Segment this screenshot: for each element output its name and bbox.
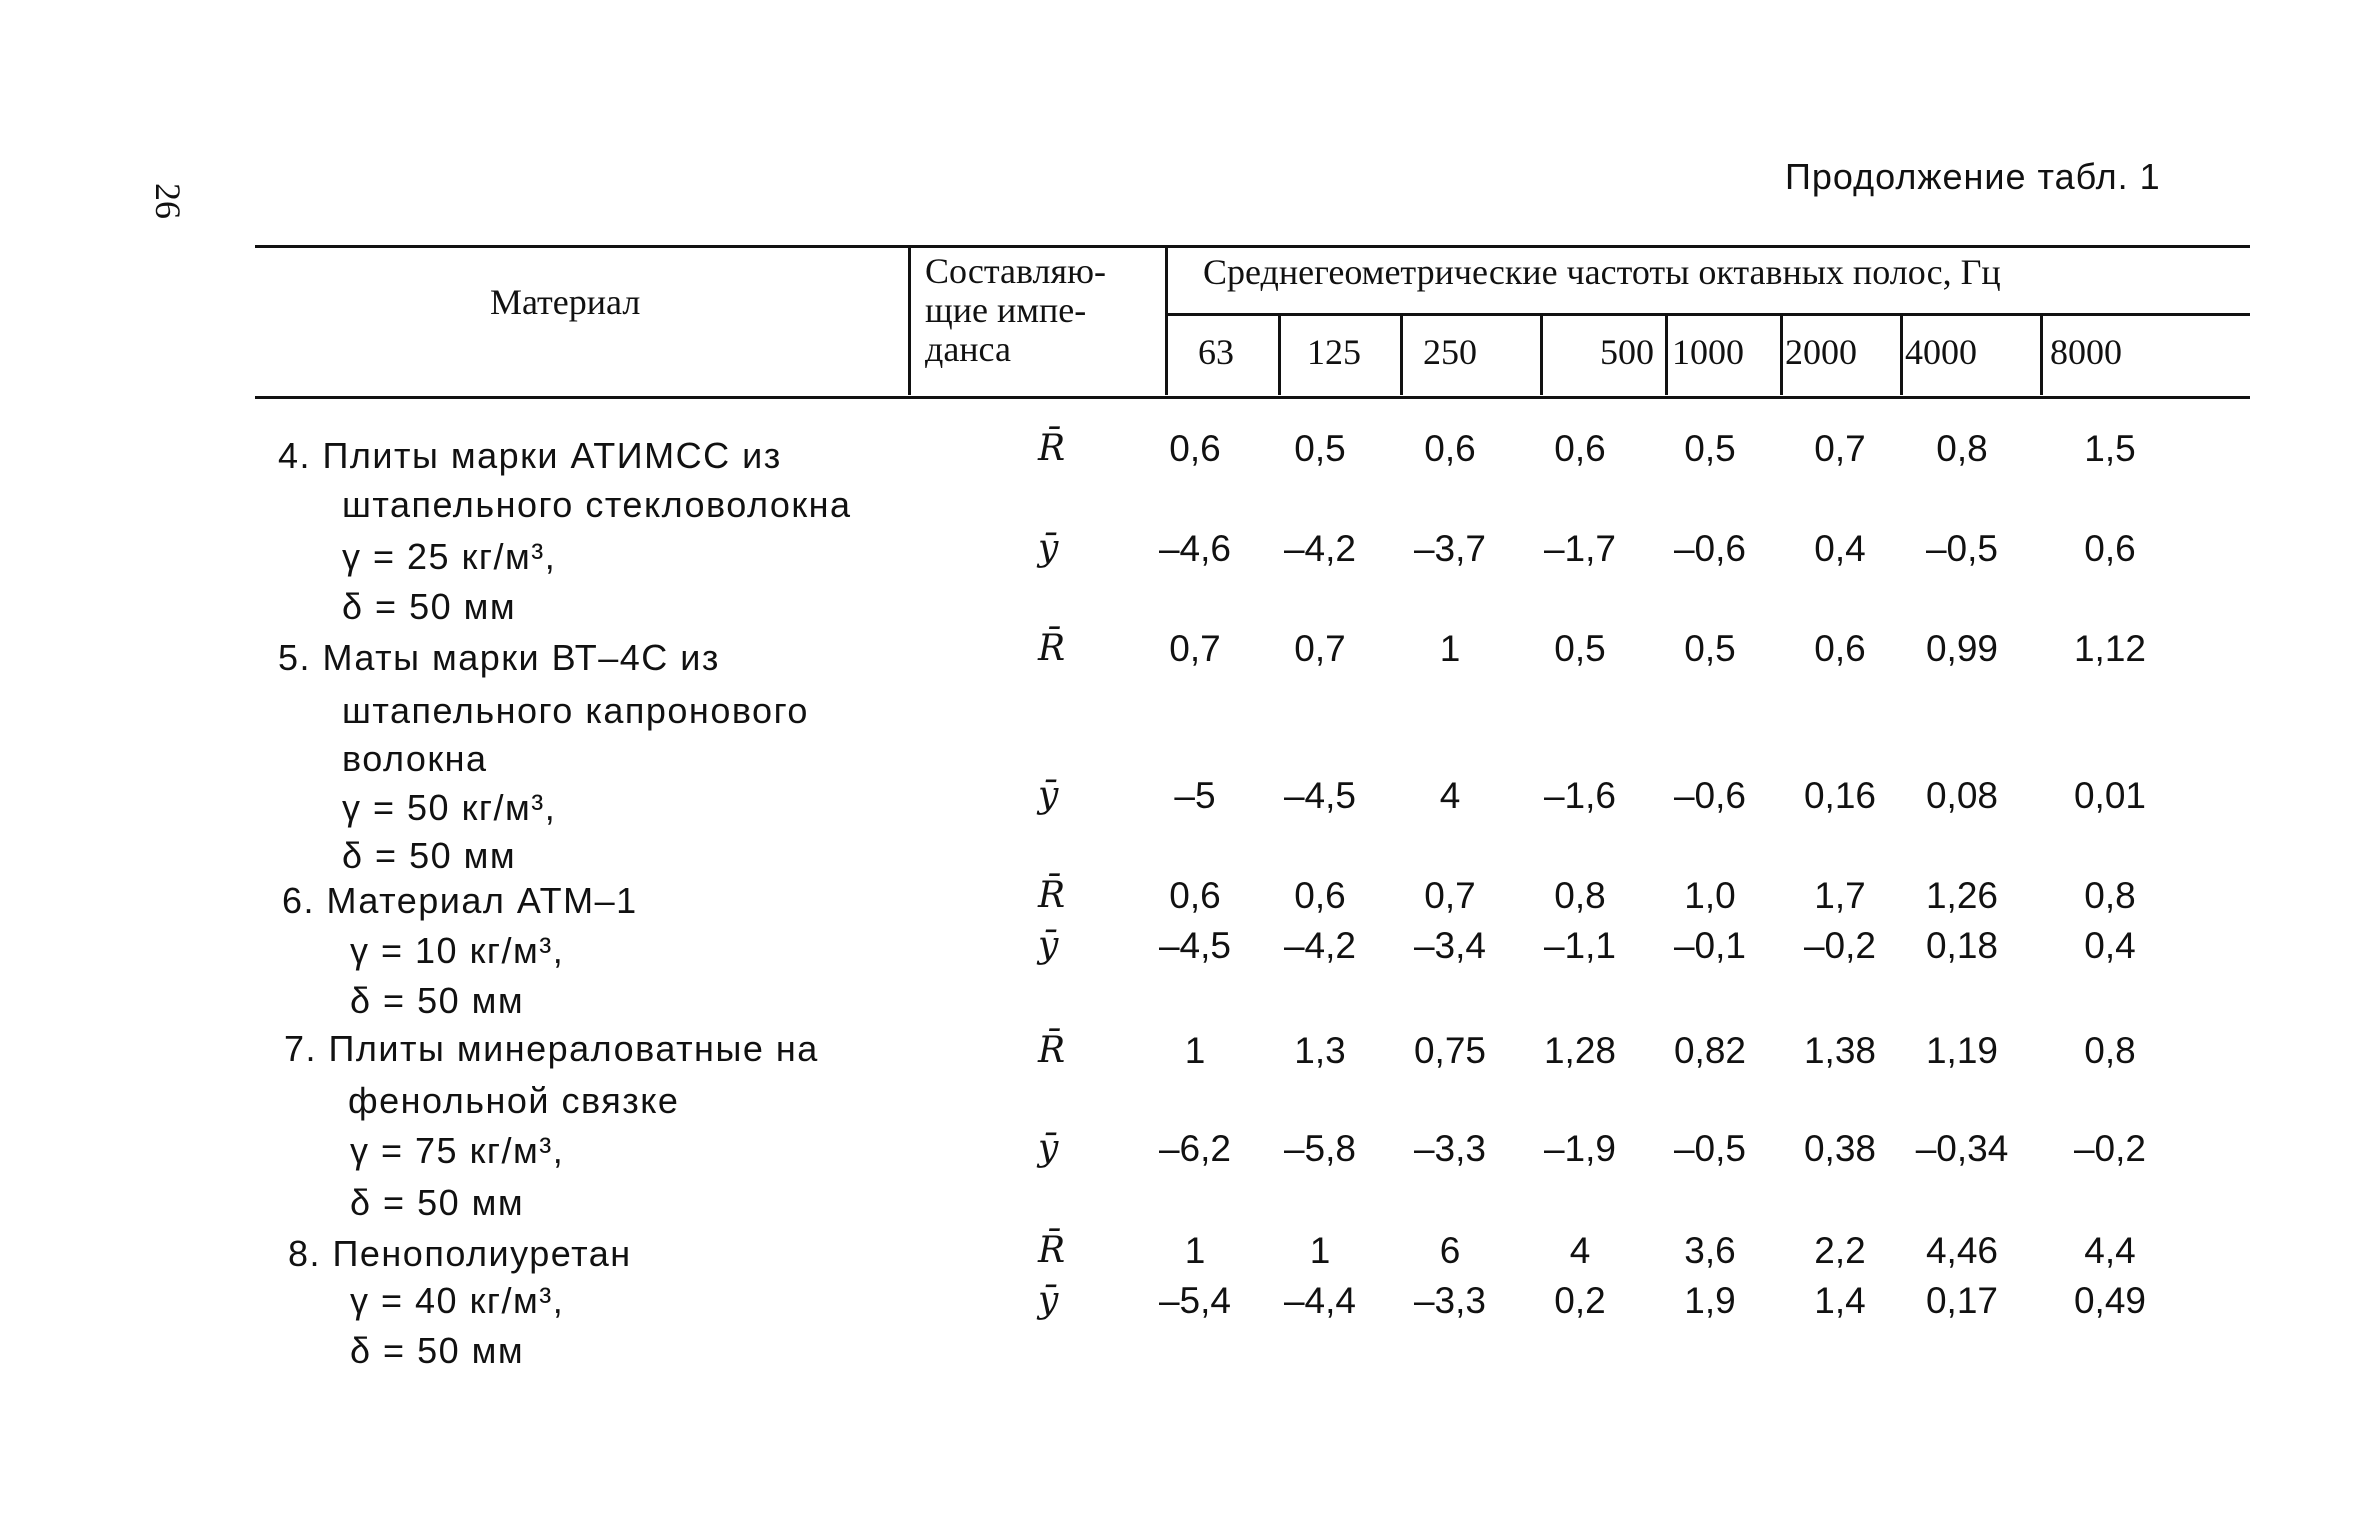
value-cell: –5,8 (1283, 1128, 1356, 1169)
value-cell: –0,5 (1925, 528, 1998, 569)
material-line: штапельного капронового (342, 690, 809, 731)
material-line: γ = 75 кг/м³, (350, 1130, 565, 1171)
material-line: фенольной связке (348, 1080, 680, 1121)
header-divider (1278, 313, 1281, 395)
page-number: 26 (148, 183, 188, 219)
value-cell: 4 (1569, 1230, 1591, 1271)
header-divider (1780, 313, 1783, 395)
value-cell: –1,1 (1543, 925, 1616, 966)
value-cell: –5,4 (1158, 1280, 1231, 1321)
header-freq: 63 (1198, 332, 1234, 372)
header-mid-rule (1165, 313, 2250, 316)
material-line: штапельного стекловолокна (342, 484, 852, 525)
value-cell: 0,8 (2084, 1030, 2136, 1071)
impedance-symbol: R̄ (1038, 1030, 1066, 1071)
material-line: δ = 50 мм (342, 835, 517, 876)
value-cell: 3,6 (1684, 1230, 1736, 1271)
header-component-line: Составляю- (925, 251, 1106, 291)
value-cell: 4,46 (1925, 1230, 1998, 1271)
value-cell: 0,6 (2084, 528, 2136, 569)
value-cell: 1,19 (1925, 1030, 1998, 1071)
value-cell: 0,4 (1814, 528, 1866, 569)
value-cell: 0,6 (1424, 428, 1476, 469)
material-line: γ = 25 кг/м³, (342, 536, 557, 577)
value-cell: 0,8 (1936, 428, 1988, 469)
material-line: γ = 40 кг/м³, (350, 1280, 565, 1321)
value-cell: 0,16 (1803, 775, 1876, 816)
value-cell: 0,7 (1294, 628, 1346, 669)
material-line: 8. Пенополиуретан (288, 1233, 632, 1274)
value-cell: 0,08 (1925, 775, 1998, 816)
value-cell: 0,5 (1294, 428, 1346, 469)
material-line: δ = 50 мм (350, 1182, 525, 1223)
value-cell: 0,2 (1554, 1280, 1606, 1321)
value-cell: 1,28 (1543, 1030, 1616, 1071)
header-divider (908, 245, 911, 395)
impedance-symbol: ȳ (1038, 1280, 1059, 1321)
value-cell: 0,6 (1814, 628, 1866, 669)
header-bottom-rule (255, 396, 2250, 399)
impedance-symbol: ȳ (1038, 775, 1059, 816)
value-cell: –3,4 (1413, 925, 1486, 966)
value-cell: 4 (1439, 775, 1461, 816)
value-cell: 0,49 (2073, 1280, 2146, 1321)
value-cell: 1,12 (2073, 628, 2146, 669)
material-line: γ = 50 кг/м³, (342, 787, 557, 828)
value-cell: 1,9 (1684, 1280, 1736, 1321)
value-cell: 0,6 (1294, 875, 1346, 916)
header-freq: 125 (1307, 332, 1361, 372)
value-cell: –6,2 (1158, 1128, 1231, 1169)
value-cell: –4,2 (1283, 528, 1356, 569)
value-cell: 0,5 (1684, 428, 1736, 469)
table-caption: Продолжение табл. 1 (1785, 156, 2161, 197)
impedance-symbol: ȳ (1038, 1128, 1059, 1169)
value-cell: 1,5 (2084, 428, 2136, 469)
value-cell: 1 (1184, 1030, 1206, 1071)
value-cell: 1 (1184, 1230, 1206, 1271)
value-cell: –4,5 (1283, 775, 1356, 816)
value-cell: –4,5 (1158, 925, 1231, 966)
header-material: Материал (490, 282, 641, 322)
impedance-symbol: R̄ (1038, 1230, 1066, 1271)
value-cell: 0,99 (1925, 628, 1998, 669)
value-cell: 0,8 (1554, 875, 1606, 916)
value-cell: –0,5 (1673, 1128, 1746, 1169)
material-line: δ = 50 мм (350, 980, 525, 1021)
value-cell: 1,38 (1803, 1030, 1876, 1071)
value-cell: 0,75 (1413, 1030, 1486, 1071)
value-cell: –5 (1174, 775, 1216, 816)
material-line: δ = 50 мм (350, 1330, 525, 1371)
value-cell: 1,0 (1684, 875, 1736, 916)
impedance-symbol: R̄ (1038, 875, 1066, 916)
header-freq: 8000 (2050, 332, 2122, 372)
header-divider (1400, 313, 1403, 395)
header-divider (1900, 313, 1903, 395)
material-line: γ = 10 кг/м³, (350, 930, 565, 971)
value-cell: 0,38 (1803, 1128, 1876, 1169)
value-cell: 1 (1439, 628, 1461, 669)
value-cell: 0,6 (1554, 428, 1606, 469)
value-cell: –4,4 (1283, 1280, 1356, 1321)
value-cell: 0,7 (1169, 628, 1221, 669)
value-cell: 0,8 (2084, 875, 2136, 916)
value-cell: –0,1 (1673, 925, 1746, 966)
value-cell: 0,82 (1673, 1030, 1746, 1071)
value-cell: 1,26 (1925, 875, 1998, 916)
value-cell: –0,6 (1673, 528, 1746, 569)
header-freq: 500 (1600, 332, 1654, 372)
value-cell: 2,2 (1814, 1230, 1866, 1271)
material-line: волокна (342, 738, 488, 779)
value-cell: 0,6 (1169, 428, 1221, 469)
value-cell: 0,5 (1684, 628, 1736, 669)
value-cell: –0,2 (2073, 1128, 2146, 1169)
value-cell: –3,7 (1413, 528, 1486, 569)
value-cell: –3,3 (1413, 1128, 1486, 1169)
impedance-symbol: ȳ (1038, 528, 1059, 569)
header-divider (1540, 313, 1543, 395)
header-freq: 4000 (1905, 332, 1977, 372)
value-cell: 4,4 (2084, 1230, 2136, 1271)
value-cell: –4,2 (1283, 925, 1356, 966)
material-line: 7. Плиты минераловатные на (284, 1028, 819, 1069)
impedance-symbol: R̄ (1038, 428, 1066, 469)
header-divider (2040, 313, 2043, 395)
material-line: 6. Материал АТМ–1 (282, 880, 638, 921)
header-freq: 2000 (1785, 332, 1857, 372)
value-cell: –1,7 (1543, 528, 1616, 569)
header-divider (1665, 313, 1668, 395)
value-cell: 0,18 (1925, 925, 1998, 966)
value-cell: –3,3 (1413, 1280, 1486, 1321)
value-cell: 6 (1439, 1230, 1461, 1271)
value-cell: –0,6 (1673, 775, 1746, 816)
header-component-line: данса (925, 329, 1011, 369)
value-cell: 0,7 (1814, 428, 1866, 469)
value-cell: –1,6 (1543, 775, 1616, 816)
impedance-symbol: ȳ (1038, 925, 1059, 966)
value-cell: 0,7 (1424, 875, 1476, 916)
value-cell: 0,01 (2073, 775, 2146, 816)
value-cell: –4,6 (1158, 528, 1231, 569)
value-cell: –0,2 (1803, 925, 1876, 966)
material-line: δ = 50 мм (342, 586, 517, 627)
value-cell: 1,7 (1814, 875, 1866, 916)
header-component-line: щие импе- (925, 290, 1087, 330)
impedance-symbol: R̄ (1038, 628, 1066, 669)
value-cell: 1,3 (1294, 1030, 1346, 1071)
header-frequency-group: Среднегеометрические частоты октавных полос, Гц (1203, 252, 2001, 292)
header-freq: 1000 (1672, 332, 1744, 372)
header-divider (1165, 245, 1168, 395)
value-cell: 0,6 (1169, 875, 1221, 916)
table-top-rule (255, 245, 2250, 248)
value-cell: 0,4 (2084, 925, 2136, 966)
value-cell: 1 (1309, 1230, 1331, 1271)
header-freq: 250 (1423, 332, 1477, 372)
value-cell: –1,9 (1543, 1128, 1616, 1169)
value-cell: 0,17 (1925, 1280, 1998, 1321)
value-cell: 0,5 (1554, 628, 1606, 669)
value-cell: –0,34 (1915, 1128, 2009, 1169)
material-line: 5. Маты марки ВТ–4С из (278, 637, 720, 678)
material-line: 4. Плиты марки АТИМСС из (278, 435, 782, 476)
value-cell: 1,4 (1814, 1280, 1866, 1321)
